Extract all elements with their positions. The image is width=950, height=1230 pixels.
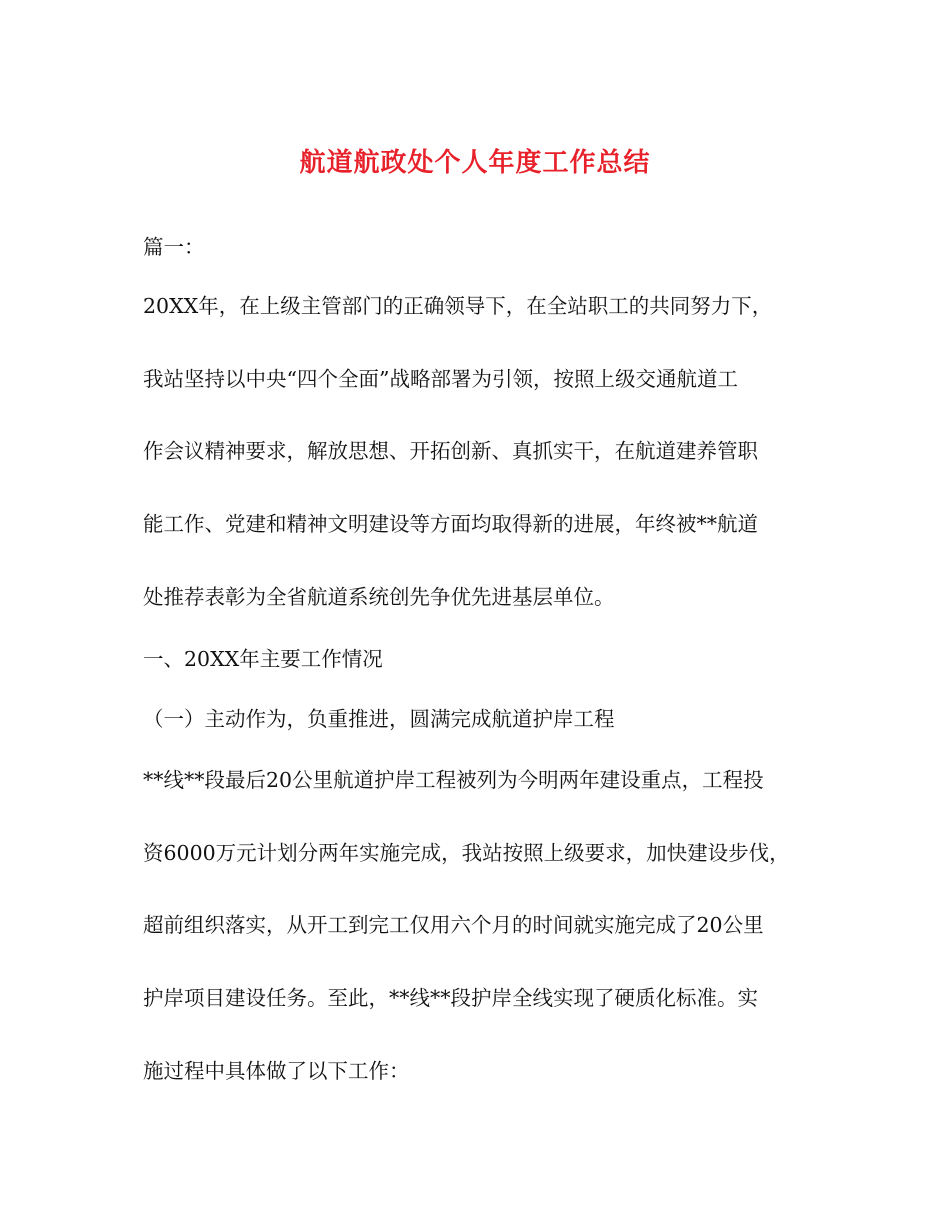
paragraph-line: 20XX年，在上级主管部门的正确领导下，在全站职工的共同努力下， [143, 294, 773, 318]
paragraph-line: 我站坚持以中央“四个全面”战略部署为引领，按照上级交通航道工 [143, 367, 738, 391]
paragraph-line: 处推荐表彰为全省航道系统创先争优先进基层单位。 [143, 585, 615, 609]
paragraph-line: 护岸项目建设任务。至此，**线**段护岸全线实现了硬质化标准。实 [143, 986, 758, 1010]
paragraph-line: **线**段最后20公里航道护岸工程被列为今明两年建设重点，工程投 [143, 768, 764, 792]
paragraph-line: 施过程中具体做了以下工作： [143, 1059, 410, 1083]
paragraph-line: 资6000万元计划分两年实施完成，我站按照上级要求，加快建设步伐， [143, 841, 790, 865]
paragraph-line: 作会议精神要求，解放思想、开拓创新、真抓实干，在航道建养管职 [143, 439, 758, 463]
section-heading: 一、20XX年主要工作情况 [143, 647, 383, 671]
document-title: 航道航政处个人年度工作总结 [299, 148, 651, 178]
paragraph-line: 能工作、党建和精神文明建设等方面均取得新的进展，年终被**航道 [143, 512, 758, 536]
paragraph-line: 超前组织落实，从开工到完工仅用六个月的时间就实施完成了20公里 [143, 913, 764, 937]
section-label: 篇一： [143, 235, 205, 259]
subsection-heading: （一）主动作为，负重推进，圆满完成航道护岸工程 [143, 707, 615, 731]
